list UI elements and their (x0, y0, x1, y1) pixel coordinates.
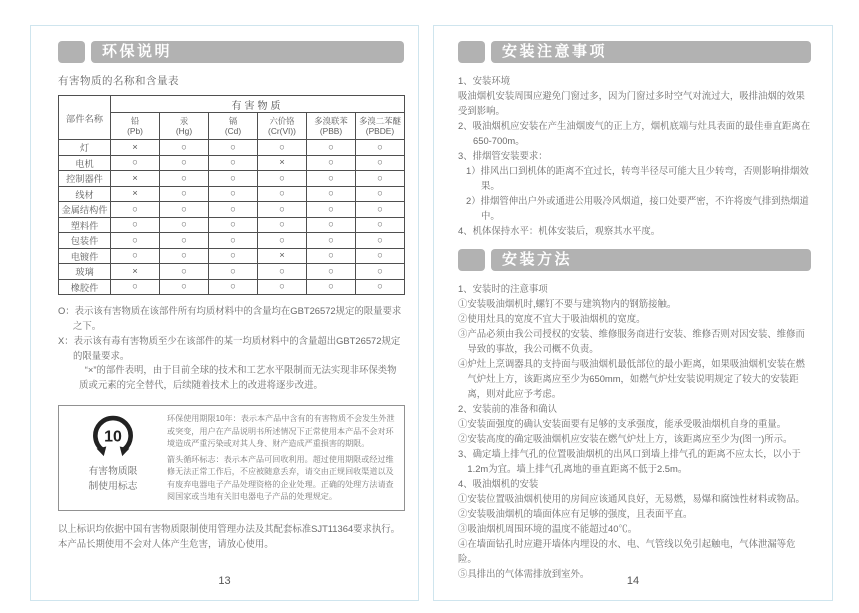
substance-mark-cell: ○ (258, 202, 307, 218)
rohs-mark-cell (59, 406, 167, 510)
substance-mark-cell: ○ (111, 217, 160, 233)
substance-mark-cell: ○ (258, 279, 307, 295)
substance-mark-cell: ○ (209, 202, 258, 218)
substance-mark-cell: ○ (258, 217, 307, 233)
paragraph: 吸油烟机安装周围应避免门窗过多，因为门窗过多时空气对流过大，吸排油烟的效果受到影响。 (458, 90, 805, 117)
substance-mark-cell: ○ (356, 155, 405, 171)
paragraph: ②使用灶具的宽度不宜大于吸油烟机的宽度。 (458, 312, 646, 324)
install-notes-list (458, 73, 811, 239)
table-row (59, 202, 405, 218)
substance-columns-row (59, 113, 405, 140)
substance-mark-cell: ○ (307, 279, 356, 295)
paragraph: 环保使用期限10年：表示本产品中含有的有害物质不会发生外泄或突变，用户在产品说明书所述情况下正常使用本产品不会对环境造成严重污染或对其人身、财产造成严重损害的期限。 (167, 414, 395, 449)
substance-mark-cell: ○ (160, 279, 209, 295)
substance-mark-cell: ○ (307, 248, 356, 264)
paragraph: 4、机体保持水平：机体安装后，观察其水平度。 (458, 225, 661, 237)
section-header-install-notes (458, 41, 811, 63)
substance-mark-cell: ○ (160, 171, 209, 187)
substance-mark-cell: ○ (209, 186, 258, 202)
paragraph: 箭头循环标志：表示本产品可回收利用。超过使用期限或经过维修无法正常工作后，不应被随意丢弃，请交由正规回收渠道以及有废弃电器电子产品处理资格的企业处理。正确的处理方法请查阅国家或当地有关旧电器电子产品的处理规定。 (167, 454, 394, 502)
section-header-environment (58, 41, 404, 63)
substance-mark-cell: ○ (258, 264, 307, 280)
compliance-statements (58, 522, 404, 552)
substance-mark-cell: × (111, 264, 160, 280)
paragraph: ③吸油烟机周围环境的温度不能超过40℃。 (458, 523, 638, 535)
substance-mark-cell: ○ (209, 264, 258, 280)
paragraph: 以上标识均依据中国有害物质限制使用管理办法及其配套标准SJT11364要求执行。 (58, 522, 401, 534)
substance-column-header: 镉 (Cd) (209, 113, 258, 140)
part-name-header: 部件名称 (59, 96, 111, 140)
substance-mark-cell: ○ (307, 202, 356, 218)
substance-mark-cell: ○ (356, 248, 405, 264)
paragraph: ②安装高度的确定吸油烟机应安装在燃气炉灶上方，该距离应至少为(图一)所示。 (458, 432, 793, 444)
table-row (59, 279, 405, 295)
paragraph: “×”的部件表明，由于目前全球的技术和工艺水平限制而无法实现非环保类物质或元素的完全替代，后续随着技术上的改进将逐步改进。 (79, 364, 397, 391)
substance-mark-cell: × (111, 140, 160, 156)
section-header-tab (458, 41, 485, 63)
substance-column-header: 多溴联苯 (PBB) (307, 113, 356, 140)
substance-mark-cell: ○ (356, 140, 405, 156)
paragraph: 3、确定墙上排气孔的位置吸油烟机的出风口到墙上排气孔的距离不应太长，以小于1.2m为宜。墙上排气孔离地的垂直距离不低于2.5m。 (458, 448, 801, 475)
substance-mark-cell: × (111, 186, 160, 202)
substance-mark-cell: ○ (307, 140, 356, 156)
substances-table-body (59, 140, 405, 295)
hazardous-substances-table (58, 95, 405, 295)
substance-mark-cell: ○ (258, 140, 307, 156)
substance-column-header: 六价铬 (Cr(VI)) (258, 113, 307, 140)
substance-mark-cell: ○ (160, 155, 209, 171)
substance-mark-cell: ○ (209, 233, 258, 249)
rohs-period-number: 10 (104, 428, 122, 446)
paragraph: 1、安装环境 (458, 75, 511, 86)
substance-column-header: 汞 (Hg) (160, 113, 209, 140)
substance-mark-cell: ○ (160, 233, 209, 249)
substance-mark-cell: ○ (209, 155, 258, 171)
section-title: 安装注意事项 (491, 41, 811, 63)
substance-mark-cell: ○ (111, 279, 160, 295)
substance-mark-cell: ○ (111, 233, 160, 249)
paragraph: 2）排烟管伸出户外或通进公用吸冷风烟道，接口处要严密，不许将废气排到热烟道中。 (465, 195, 809, 222)
substance-column-header: 铅 (Pb) (111, 113, 160, 140)
page-13 (30, 25, 419, 601)
paragraph: 2、安装前的准备和确认 (458, 402, 557, 414)
legend-block (58, 304, 404, 393)
table-row (59, 248, 405, 264)
substances-group-header: 有害物质 (111, 96, 405, 113)
paragraph: ①安装位置吸油烟机使用的房间应该通风良好，无易燃，易爆和腐蚀性材料或物品。 (458, 493, 805, 505)
substance-mark-cell: ○ (307, 155, 356, 171)
substance-mark-cell: ○ (356, 186, 405, 202)
substance-mark-cell: ○ (209, 140, 258, 156)
substance-mark-cell: ○ (160, 248, 209, 264)
table-row (59, 140, 405, 156)
paragraph: ①安装面强度的确认安装面要有足够的支承强度，能承受吸油烟机自身的重量。 (458, 417, 787, 429)
paragraph: ⑤具排出的气体需排放到室外。 (458, 568, 590, 580)
install-method-list (458, 281, 811, 582)
substance-mark-cell: ○ (209, 279, 258, 295)
section-title: 安装方法 (491, 249, 811, 271)
part-name-cell: 电机 (59, 155, 111, 171)
table-row (59, 186, 405, 202)
substance-column-header: 多溴二苯醚 (PBDE) (356, 113, 405, 140)
substance-mark-cell: ○ (356, 171, 405, 187)
table-row (59, 264, 405, 280)
part-name-cell: 橡胶件 (59, 279, 111, 295)
substance-mark-cell: ○ (209, 248, 258, 264)
substance-mark-cell: ○ (160, 186, 209, 202)
substance-mark-cell: ○ (209, 217, 258, 233)
section-header-tab (458, 249, 485, 271)
substance-mark-cell: ○ (356, 279, 405, 295)
table-row (59, 155, 405, 171)
paragraph: ④炉灶上烹调器具的支持面与吸油烟机最低部位的最小距离，如果吸油烟机安装在燃气炉灶上方，该距离应至少为650mm，如燃气炉灶安装说明规定了较大的安装距离，则对此应予考虑。 (458, 357, 805, 399)
table-row (59, 171, 405, 187)
substance-mark-cell: ○ (160, 264, 209, 280)
substance-mark-cell: ○ (356, 217, 405, 233)
paragraph: ②安装吸油烟机的墙面体应有足够的强度，且表面平直。 (458, 508, 693, 520)
paragraph: 3、排烟管安装要求： (458, 150, 548, 162)
recycle-10-icon (92, 415, 134, 457)
substance-mark-cell: ○ (356, 233, 405, 249)
page-number-right: 14 (626, 575, 640, 587)
substance-mark-cell: ○ (307, 233, 356, 249)
part-name-cell: 塑料件 (59, 217, 111, 233)
paragraph: 2、吸油烟机应安装在产生油烟废气的正上方，烟机底端与灶具表面的最佳垂直距离在650-700m。 (458, 120, 811, 147)
substance-mark-cell: ○ (307, 264, 356, 280)
part-name-cell: 控制器件 (59, 171, 111, 187)
part-name-cell: 包装件 (59, 233, 111, 249)
part-name-cell: 电镀件 (59, 248, 111, 264)
substance-mark-cell: ○ (258, 171, 307, 187)
part-name-cell: 线材 (59, 186, 111, 202)
paragraph: 1）排风出口到机体的距离不宜过长，转弯半径尽可能大且少转弯，否则影响排烟效果。 (465, 165, 809, 192)
substance-mark-cell: ○ (209, 171, 258, 187)
substance-mark-cell: × (258, 155, 307, 171)
paragraph: 4、吸油烟机的安装 (458, 478, 539, 490)
rohs-info-box (58, 405, 405, 511)
substance-mark-cell: ○ (160, 140, 209, 156)
table-caption: 有害物质的名称和含量表 (58, 75, 179, 87)
substance-mark-cell: ○ (111, 155, 160, 171)
paragraph: 1、安装时的注意事项 (458, 282, 548, 294)
paragraph: O：表示该有害物质在该部件所有均质材料中的含量均在GBT26572规定的限量要求之下。 (58, 305, 402, 331)
part-name-cell: 灯 (59, 140, 111, 156)
table-row (59, 217, 405, 233)
paragraph: ①安装吸油烟机时,螺钉不要与建筑物内的钢筋接触。 (458, 297, 677, 309)
substance-mark-cell: ○ (356, 202, 405, 218)
substance-mark-cell: ○ (307, 186, 356, 202)
substance-mark-cell: ○ (307, 217, 356, 233)
paragraph: ④在墙面钻孔时应避开墙体内埋设的水、电、气管线以免引起触电，气体泄漏等危险。 (458, 538, 796, 565)
rohs-mark-caption: 有害物质限制使用标志 (88, 466, 138, 492)
substance-mark-cell: ○ (111, 202, 160, 218)
substance-mark-cell: ○ (160, 202, 209, 218)
page-number-left: 13 (218, 575, 231, 587)
substance-mark-cell: ○ (258, 233, 307, 249)
substance-mark-cell: ○ (307, 171, 356, 187)
part-name-cell: 玻璃 (59, 264, 111, 280)
section-header-tab (58, 41, 85, 63)
paragraph: ③产品必须由我公司授权的安装、维修服务商进行安装、维修否则对因安装、维修而导致的事故，我公司概不负责。 (458, 327, 805, 354)
substance-mark-cell: ○ (111, 248, 160, 264)
substance-mark-cell: × (111, 171, 160, 187)
table-row (59, 233, 405, 249)
part-name-cell: 金属结构件 (59, 202, 111, 218)
paragraph: 本产品长期使用不会对人体产生危害，请放心使用。 (58, 537, 274, 549)
section-title: 环保说明 (91, 41, 404, 63)
substance-mark-cell: ○ (258, 186, 307, 202)
substance-mark-cell: ○ (160, 217, 209, 233)
substance-mark-cell: × (258, 248, 307, 264)
page-14 (433, 25, 833, 601)
paragraph: X：表示该有毒有害物质至少在该部件的某一均质材料中的含量超出GBT26572规定的限量要求。 (58, 334, 401, 361)
section-header-install-method (458, 249, 811, 271)
substance-mark-cell: ○ (356, 264, 405, 280)
rohs-explanation (167, 406, 404, 510)
